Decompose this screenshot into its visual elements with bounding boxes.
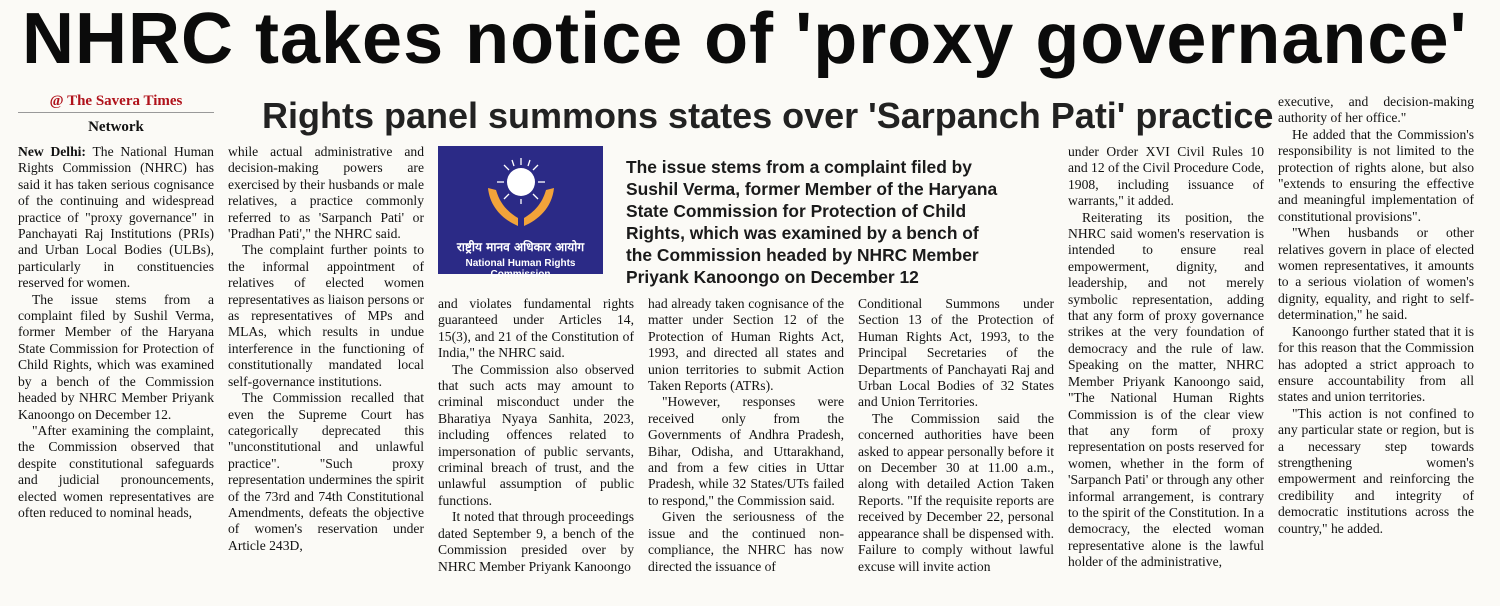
paragraph: "However, responses were received only from the Governments of Andhra Pradesh, Bihar, Odisha, and Uttarakhand, and from a few cities in Uttar Pradesh, while 32 States/UTs failed to respond," the Commission said. bbox=[648, 394, 844, 508]
paragraph: New Delhi: The National Human Rights Commission (NHRC) has said it has taken serious cognisance of the continuing and widespread practice of "proxy governance" in Panchayati Raj Institutions (PRIs) and Urban Local Bodies (ULBs), particularly in constituencies reserved for women. bbox=[18, 144, 214, 291]
paragraph: The Commission said the concerned authorities have been asked to appear personally before it on December 30 at 11.00 a.m., along with detailed Action Taken Reports. "If the requisite reports are received by December 22, personal appearance shall be dispensed with. Failure to comply without lawful excuse will invite action bbox=[858, 410, 1054, 574]
byline-source: @ The Savera Times bbox=[18, 92, 214, 113]
byline bbox=[18, 92, 214, 137]
hands-wheel-icon bbox=[476, 152, 566, 236]
logo-hindi-text: राष्ट्रीय मानव अधिकार आयोग bbox=[456, 240, 585, 254]
article-column-3 bbox=[438, 296, 634, 606]
article-column-5 bbox=[858, 296, 1054, 606]
feature-box bbox=[438, 142, 1000, 290]
paragraph: and violates fundamental rights guaranteed under Articles 14, 15(3), and 21 of the Constitution of India," the NHRC said. bbox=[438, 296, 634, 361]
pull-quote: The issue stems from a complaint filed by Sushil Verma, former Member of the Haryana State Commission for Protection of Child Rights, which was examined by a bench of the Commission headed by NHRC Member Priyank Kanoongo on December 12 bbox=[626, 157, 998, 287]
byline-network: Network bbox=[88, 119, 144, 135]
paragraph: It noted that through proceedings dated September 9, a bench of the Commission presided over by NHRC Member Priyank Kanoongo bbox=[438, 509, 634, 574]
paragraph: "After examining the complaint, the Commission observed that despite constitutional safeguards and judicial pronouncements, elected women representatives are often reduced to nominal heads, bbox=[18, 422, 214, 520]
article-column-7 bbox=[1278, 94, 1474, 606]
logo-english-text: National Human Rights Commission bbox=[465, 258, 576, 280]
paragraph: under Order XVI Civil Rules 10 and 12 of the Civil Procedure Code, 1908, including issuance of warrants," it added. bbox=[1068, 144, 1264, 209]
paragraph: The Commission recalled that even the Supreme Court has categorically deprecated this "unconstitutional and unlawful practice". "Such proxy representation undermines the spirit of the 73rd and 74th Constitutional Amendments, defeats the objective of women's reservation under Article 243D, bbox=[228, 390, 424, 553]
nhrc-logo bbox=[438, 146, 603, 280]
paragraph: The Commission also observed that such acts may amount to criminal misconduct under the Bharatiya Nyaya Sanhita, 2023, including offences related to impersonation of public servants, criminal breach of trust, and the unlawful assumption of public functions. bbox=[438, 361, 634, 508]
dateline: New Delhi: bbox=[18, 144, 86, 159]
paragraph: had already taken cognisance of the matter under Section 12 of the Protection of Human Rights Act, 1993, and directed all states and union territories to submit Action Taken Reports (ATRs). bbox=[648, 296, 844, 394]
paragraph: Reiterating its position, the NHRC said women's reservation is intended to ensure real empowerment, dignity, and leadership, and not merely symbolic representation, adding that any form of proxy governance strikes at the very foundation of democracy and the rule of law. Speaking on the matter, NHRC Member Priyank Kanoongo said, "The National Human Rights Commission is of the clear view that any form of proxy representation on posts reserved for women, whether in the form of 'Sarpanch Pati' or through any other informal arrangement, is contrary to the spirit of the Constitution. In a democracy, the elected woman representative alone is the lawful holder of the administrative, bbox=[1068, 209, 1264, 570]
article-column-2 bbox=[228, 144, 424, 606]
article-column-1 bbox=[18, 144, 214, 606]
paragraph: while actual administrative and decision-making powers are exercised by their husbands or male relatives, a practice commonly referred to as 'Sarpanch Pati' or 'Pradhan Pati'," the NHRC said. bbox=[228, 144, 424, 242]
paragraph: Kanoongo further stated that it is for this reason that the Commission has adopted a strict approach to ensure accountability from all states and union territories. bbox=[1278, 323, 1474, 405]
paragraph: "This action is not confined to any particular state or region, but is a necessary step towards strengthening women's empowerment and reinforcing the credibility and integrity of democratic institutions across the country," he added. bbox=[1278, 405, 1474, 536]
paragraph: The complaint further points to the informal appointment of relatives of elected women representatives as liaison persons or as representatives of MPs and MLAs, which results in undue interference in the functioning of constitutionally mandated local self-governance institutions. bbox=[228, 242, 424, 389]
paragraph: executive, and decision-making authority of her office." bbox=[1278, 94, 1474, 126]
paragraph: Given the seriousness of the issue and the continued non-compliance, the NHRC has now directed the issuance of bbox=[648, 509, 844, 574]
subheadline: Rights panel summons states over 'Sarpanch Pati' practice bbox=[262, 95, 1274, 136]
paragraph: Conditional Summons under Section 13 of the Protection of Human Rights Act, 1993, to the Principal Secretaries of the Departments of Panchayati Raj and Urban Local Bodies of 32 States and Union Territories. bbox=[858, 296, 1054, 410]
headline: NHRC takes notice of 'proxy governance' bbox=[22, 0, 1468, 79]
paragraph: "When husbands or other relatives govern in place of elected women representatives, it amounts to a serious violation of women's dignity, equality, and right to self-determination," he said. bbox=[1278, 225, 1474, 323]
paragraph: The issue stems from a complaint filed by Sushil Verma, former Member of the Haryana State Commission for Protection of Child Rights, which was examined by a bench of the Commission headed by NHRC Member Priyank Kanoongo on December 12. bbox=[18, 291, 214, 422]
article-column-4 bbox=[648, 296, 844, 606]
paragraph: He added that the Commission's responsibility is not limited to the protection of rights alone, but also "extends to ensuring the effective and meaningful implementation of constitutional provisions". bbox=[1278, 126, 1474, 224]
article-column-6 bbox=[1068, 144, 1264, 606]
